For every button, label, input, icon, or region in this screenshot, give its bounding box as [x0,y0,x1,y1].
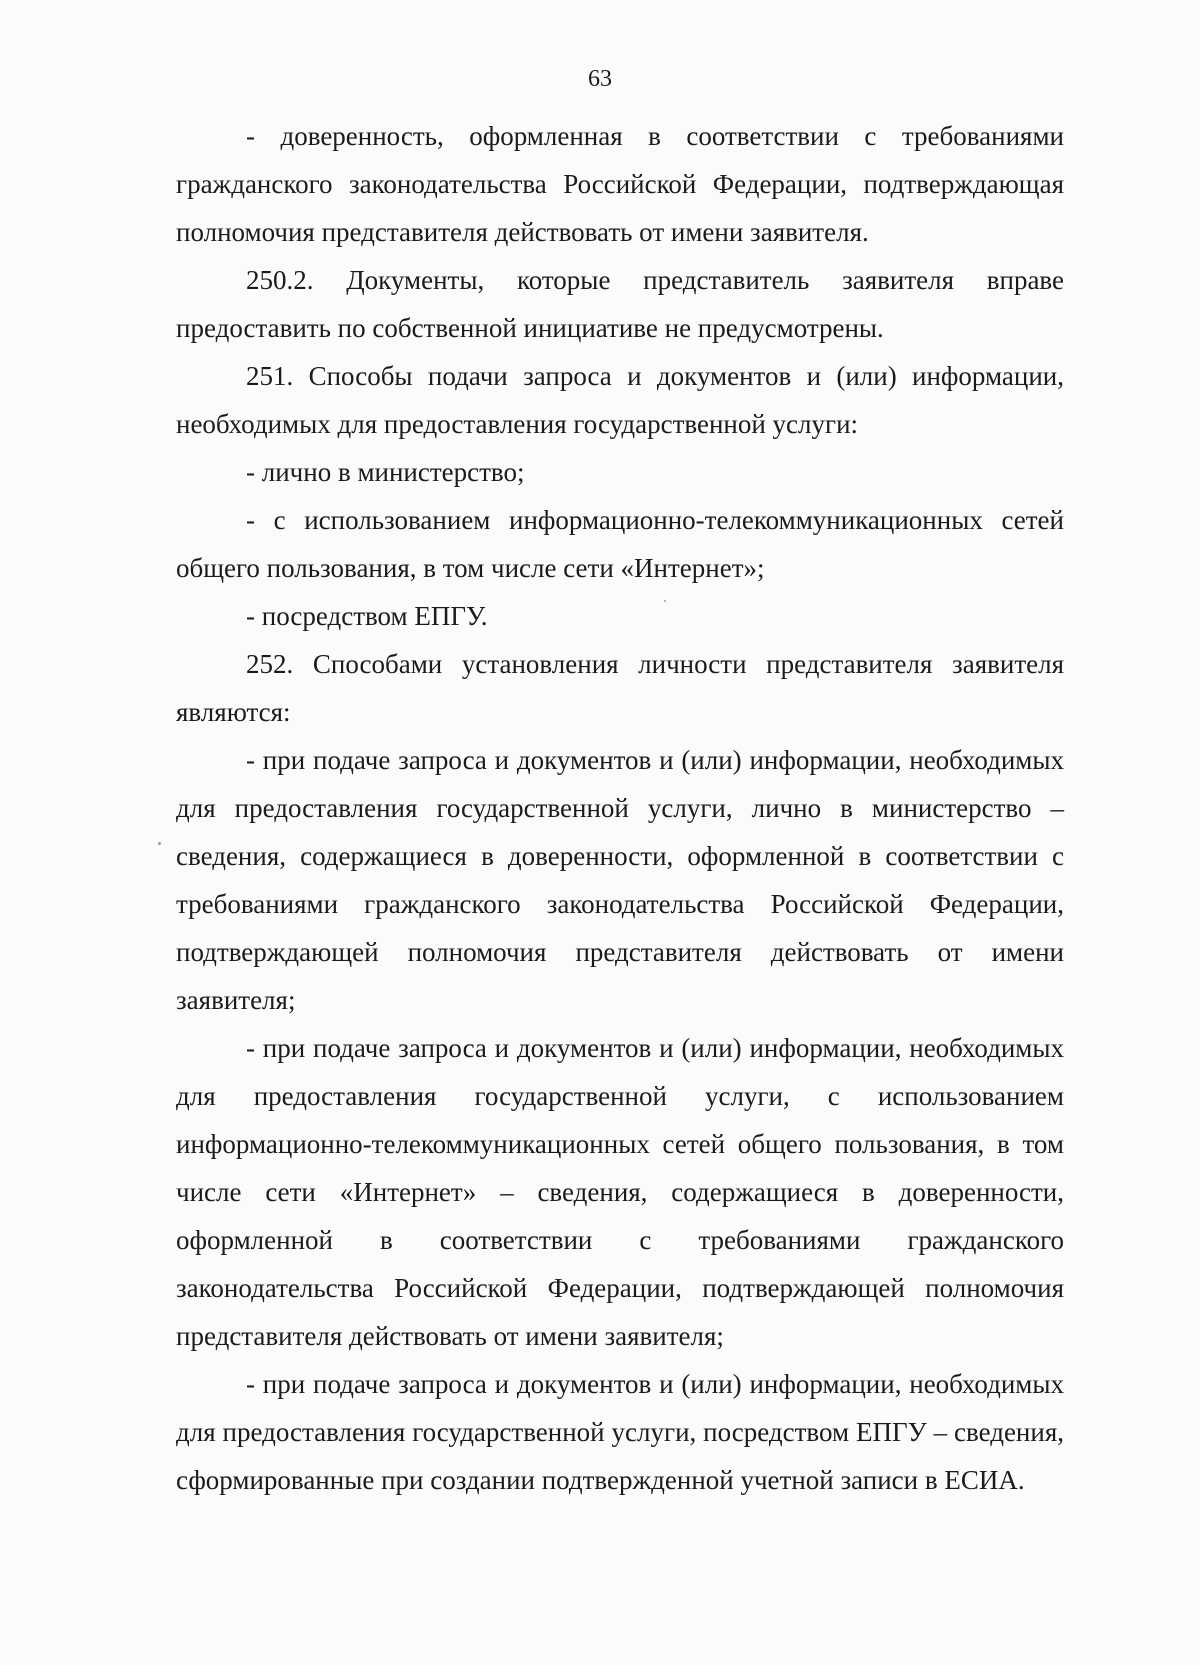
page-number: 63 [588,66,612,92]
paragraph-power-of-attorney: - доверенность, оформленная в соответствии с требованиями гражданского законодательства Российской Федерации, подтверждающая полномочия представителя действовать от имени заявителя. [176,121,1064,247]
paragraph-251: 251. Способы подачи запроса и документов и (или) информации, необходимых для предоставления государственной услуги: [176,361,1064,439]
scan-speck [158,842,161,845]
list-item-networks: - с использованием информационно-телекоммуникационных сетей общего пользования, в том числе сети «Интернет»; [176,505,1064,583]
list-item-in-person: - лично в министерство; [246,457,525,487]
list-item-identity-networks: - при подаче запроса и документов и (или) информации, необходимых для предоставления государственной услуги, с использованием информационно-телекоммуникационных сетей общего пользования, в том числе сети «Интернет» – сведения, содержащиеся в доверенности, оформленной в соответствии с требованиями гражданского законодательства Российской Федерации, подтверждающей полномочия представителя действовать от имени заявителя; [176,1033,1064,1351]
document-body [176,112,1064,1504]
list-item-epgu: - посредством ЕПГУ. [246,601,488,631]
paragraph-252: 252. Способами установления личности представителя заявителя являются: [176,649,1064,727]
paragraph-250-2: 250.2. Документы, которые представитель заявителя вправе предоставить по собственной инициативе не предусмотрены. [176,265,1064,343]
list-item-identity-epgu: - при подаче запроса и документов и (или) информации, необходимых для предоставления государственной услуги, посредством ЕПГУ – сведения, сформированные при создании подтвержденной учетной записи в ЕСИА. [176,1369,1064,1495]
list-item-identity-in-person: - при подаче запроса и документов и (или) информации, необходимых для предоставления государственной услуги, лично в министерство – сведения, содержащиеся в доверенности, оформленной в соответствии с требованиями гражданского законодательства Российской Федерации, подтверждающей полномочия представителя действовать от имени заявителя; [176,745,1064,1015]
